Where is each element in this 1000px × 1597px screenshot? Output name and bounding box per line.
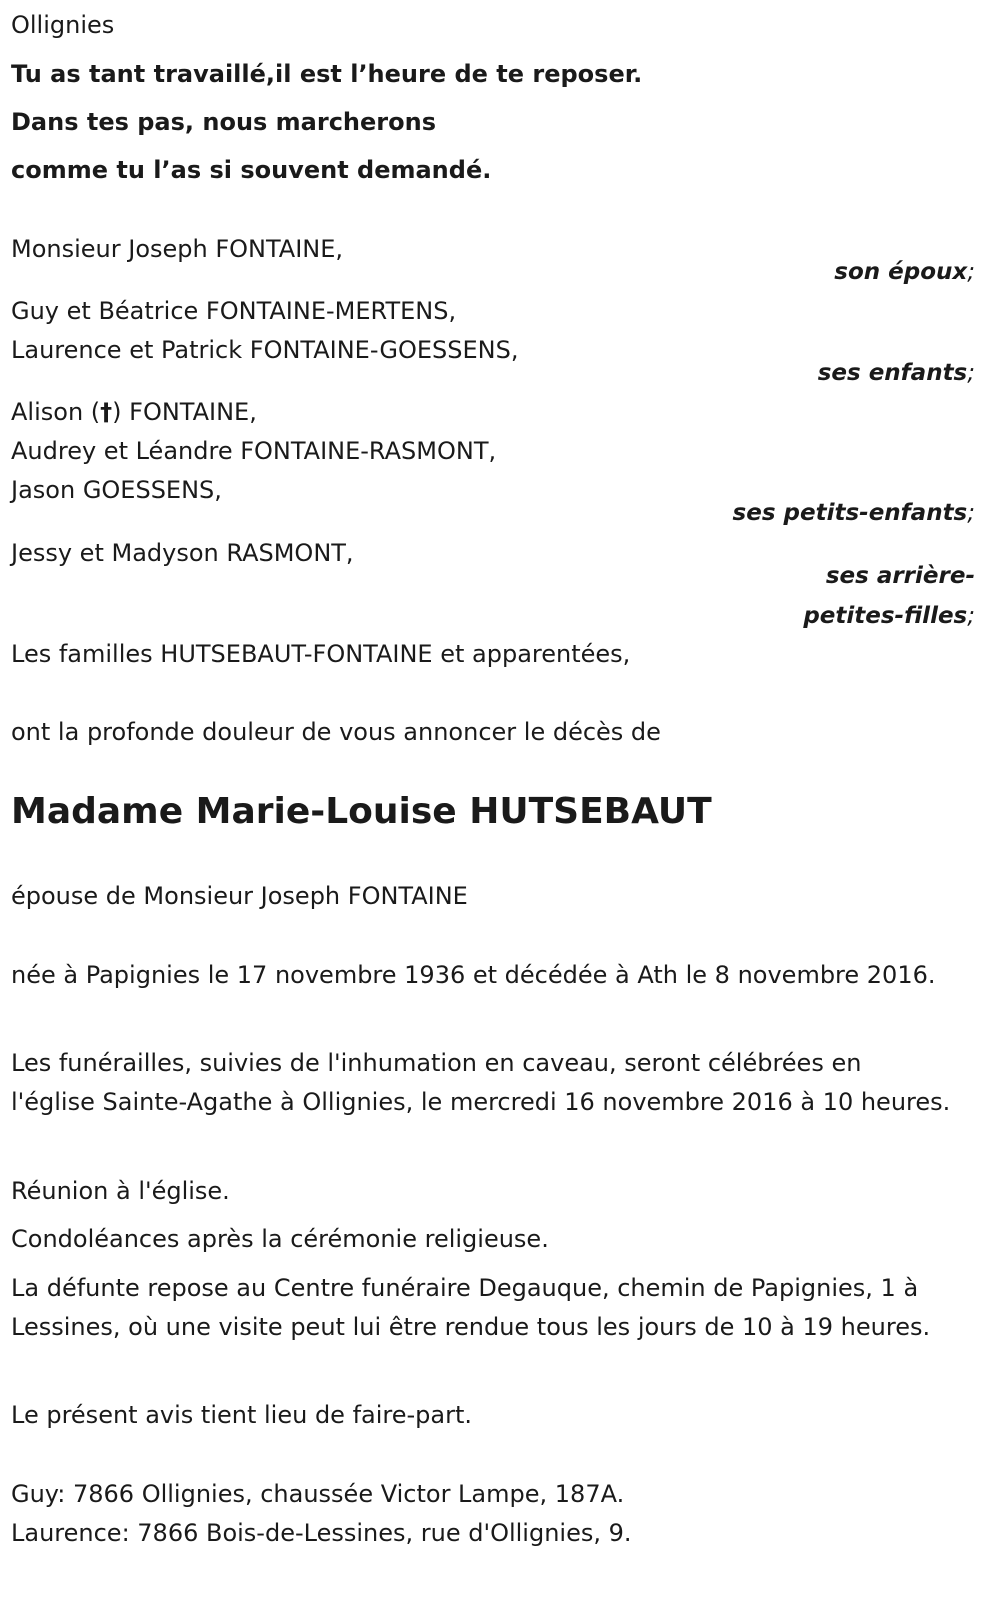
announcement: ont la profonde douleur de vous annoncer le décès de — [11, 718, 661, 746]
family-spouse — [11, 230, 975, 292]
family-great-grandchildren — [11, 534, 975, 636]
role-separator: ; — [967, 259, 975, 285]
family-name: Laurence et Patrick FONTAINE-GOESSENS, — [11, 336, 519, 364]
address-line: Guy: 7866 Ollignies, chaussée Victor Lampe, 187A. — [11, 1480, 625, 1508]
notice: Le présent avis tient lieu de faire-part. — [11, 1401, 473, 1429]
address-line: Laurence: 7866 Bois-de-Lessines, rue d'Ollignies, 9. — [11, 1519, 632, 1547]
family-name: Jessy et Madyson RASMONT, — [11, 539, 354, 567]
motto-line: Tu as tant travaillé,il est l’heure de te reposer. — [11, 60, 643, 88]
role-label: ses petits-enfants — [732, 500, 968, 526]
birth-death: née à Papignies le 17 novembre 1936 et décédée à Ath le 8 novembre 2016. — [11, 961, 936, 989]
role-separator: ; — [967, 603, 975, 629]
location: Ollignies — [11, 11, 115, 39]
family-children — [11, 292, 975, 393]
motto-line: Dans tes pas, nous marcherons — [11, 108, 436, 136]
cross-icon: † — [100, 398, 113, 426]
funeral-details: Les funérailles, suivies de l'inhumation en caveau, seront célébrées en l'église Sainte-Agathe à Ollignies, le mercredi 16 novembre 2016 à 10 heures. — [11, 1049, 951, 1116]
family-role — [11, 597, 975, 636]
role-label: petites-filles — [803, 603, 968, 629]
meeting: Réunion à l'église. — [11, 1177, 230, 1205]
family-name — [11, 393, 975, 432]
addresses — [11, 1475, 632, 1553]
family-name: Audrey et Léandre FONTAINE-RASMONT, — [11, 437, 497, 465]
role-separator: ; — [967, 500, 975, 526]
families-line: Les familles HUTSEBAUT-FONTAINE et apparentées, — [11, 640, 631, 668]
role-separator: ; — [967, 360, 975, 386]
alison-name-end: ) FONTAINE, — [112, 398, 257, 426]
spouse-of: épouse de Monsieur Joseph FONTAINE — [11, 882, 468, 910]
family-name: Guy et Béatrice FONTAINE-MERTENS, — [11, 297, 457, 325]
role-label: son époux — [834, 259, 968, 285]
family-role: ses arrière- — [825, 563, 975, 589]
resting-place: La défunte repose au Centre funéraire Degauque, chemin de Papignies, 1 à Lessines, où une visite peut lui être rendue tous les jours de 10 à 19 heures. — [11, 1274, 931, 1341]
family-name: Monsieur Joseph FONTAINE, — [11, 235, 344, 263]
family-grandchildren — [11, 393, 975, 533]
family-name: Jason GOESSENS, — [11, 476, 222, 504]
alison-name-start: Alison ( — [11, 398, 101, 426]
role-label: ses enfants — [817, 360, 968, 386]
deceased-name: Madame Marie-Louise HUTSEBAUT — [11, 791, 712, 832]
motto — [11, 50, 642, 194]
motto-line: comme tu l’as si souvent demandé. — [11, 156, 492, 184]
condolences: Condoléances après la cérémonie religieuse. — [11, 1225, 549, 1253]
